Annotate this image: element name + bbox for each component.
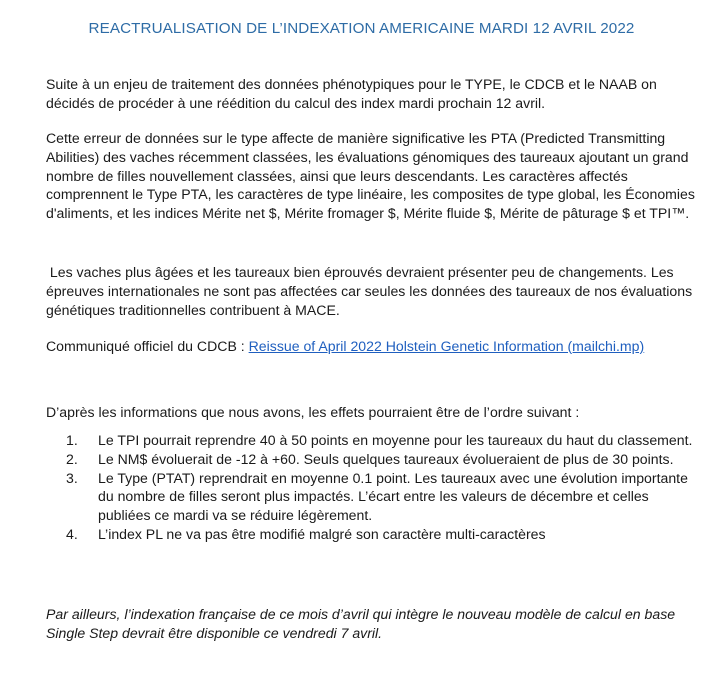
closing-paragraph: Par ailleurs, l’indexation française de ce mois d’avril qui intègre le nouveau modèle de calcul en base Single Step devrait être disponible ce vendredi 7 avril. <box>46 606 676 641</box>
list-item <box>66 525 696 544</box>
intro-paragraph: Suite à un enjeu de traitement des données phénotypiques pour le TYPE, le CDCB et le NAAB on décidés de procéder à une réédition du calcul des index mardi prochain 12 avril. <box>46 76 657 111</box>
official-release-label: Communiqué officiel du CDCB : <box>46 338 249 354</box>
error-paragraph: Cette erreur de données sur le type affecte de manière significative les PTA (Predicted Transmitting Abilities) des vaches récemment classées, les évaluations génomiques des taureaux ajoutant un grand nombre de filles nouvellement classées, ainsi que leurs descendants. Les caractères affectés comprennent le Type PTA, les caractères de type linéaire, les composites de type global, les Économies d'aliments, et les indices Mérite net $, Mérite fromager $, Mérite fluide $, Mérite de pâturage $ et TPI™. <box>46 130 695 222</box>
list-item-text: Le NM$ évoluerait de -12 à +60. Seuls quelques taureaux évolueraient de plus de 30 points. <box>98 450 674 467</box>
list-item-number: 3. <box>66 469 78 486</box>
list-item-text: L’index PL ne va pas être modifié malgré son caractère multi-caractères <box>98 525 546 542</box>
list-item-text: Le TPI pourrait reprendre 40 à 50 points en moyenne pour les taureaux du haut du classement. <box>98 432 693 448</box>
official-release-paragraph <box>46 337 696 356</box>
list-item-number: 2. <box>66 450 78 467</box>
official-release-link[interactable]: Reissue of April 2022 Holstein Genetic Information (mailchi.mp) <box>248 338 645 354</box>
list-item-number: 1. <box>66 432 78 448</box>
list-item <box>66 431 696 450</box>
older-cows-paragraph: Les vaches plus âgées et les taureaux bien éprouvés devraient présenter peu de changements. Les épreuves internationales ne sont pas affectées car seules les données des taureaux de nos évaluations génétiques traditionnelles contribuent à MACE. <box>46 264 697 318</box>
effects-intro-paragraph: D’après les informations que nous avons, les effets pourraient être de l’ordre suivant : <box>46 404 580 420</box>
list-item-number: 4. <box>66 525 78 542</box>
page-title: REACTRUALISATION DE L’INDEXATION AMERICAINE MARDI 12 AVRIL 2022 <box>88 20 635 37</box>
list-item <box>66 469 696 525</box>
effects-list <box>66 431 696 544</box>
list-item <box>66 450 696 469</box>
list-item-text: Le Type (PTAT) reprendrait en moyenne 0.1 point. Les taureaux avec une évolution importante du nombre de filles seront plus impactés. L’écart entre les valeurs de décembre et celles publiées ce mardi va se réduire légèrement. <box>98 469 688 524</box>
